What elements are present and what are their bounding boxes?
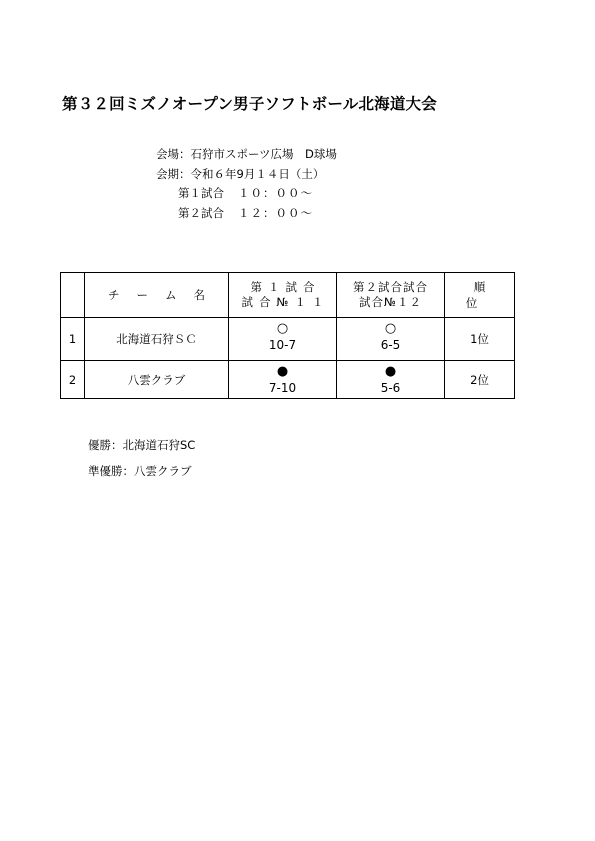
loss-mark: ● <box>276 364 289 379</box>
loss-mark: ● <box>384 364 397 379</box>
table-row <box>61 361 515 399</box>
score: 7-10 <box>268 381 297 395</box>
header-game2: 第２試合試合 試合№１２ <box>337 273 445 318</box>
winner-text: 優勝：北海道石狩SC <box>88 438 196 452</box>
venue-text: 会場：石狩市スポーツ広場 D球場 <box>156 147 337 161</box>
game1-result <box>229 361 337 399</box>
game-time: １０：００～ <box>238 186 313 200</box>
win-mark: ○ <box>276 321 289 336</box>
header-game1: 第１試合 試合№１１ <box>229 273 337 318</box>
table-row <box>61 318 515 361</box>
row-number: 1 <box>61 318 85 361</box>
header-team: チーム名 <box>85 273 229 318</box>
summary <box>88 432 195 484</box>
score: 5-6 <box>380 381 401 395</box>
score: 10-7 <box>268 338 297 352</box>
header-rank: 順位 <box>445 273 515 318</box>
runner-up-text: 準優勝：八雲クラブ <box>88 464 192 478</box>
table-header-row <box>61 273 515 318</box>
win-mark: ○ <box>384 321 397 336</box>
game-time: １２：００～ <box>238 205 313 220</box>
date-text: 会期：令和６年9月１４日（土） <box>156 166 325 181</box>
game-schedule-1 <box>156 184 337 204</box>
results-table <box>60 272 515 399</box>
team-name: 北海道石狩ＳＣ <box>85 318 229 361</box>
rank: 2位 <box>445 361 515 399</box>
event-info <box>156 145 337 223</box>
game-schedule-2 <box>156 204 337 224</box>
game2-result <box>337 318 445 361</box>
rank: 1位 <box>445 318 515 361</box>
header-no <box>61 273 85 318</box>
team-name: 八雲クラブ <box>85 361 229 399</box>
row-number: 2 <box>61 361 85 399</box>
score: 6-5 <box>380 338 401 352</box>
game-label: 第１試合 <box>178 186 224 200</box>
game1-result <box>229 318 337 361</box>
game-label: 第２試合 <box>178 205 224 220</box>
game2-result <box>337 361 445 399</box>
page-title: 第３２回ミズノオープン男子ソフトボール北海道大会 <box>62 95 437 113</box>
